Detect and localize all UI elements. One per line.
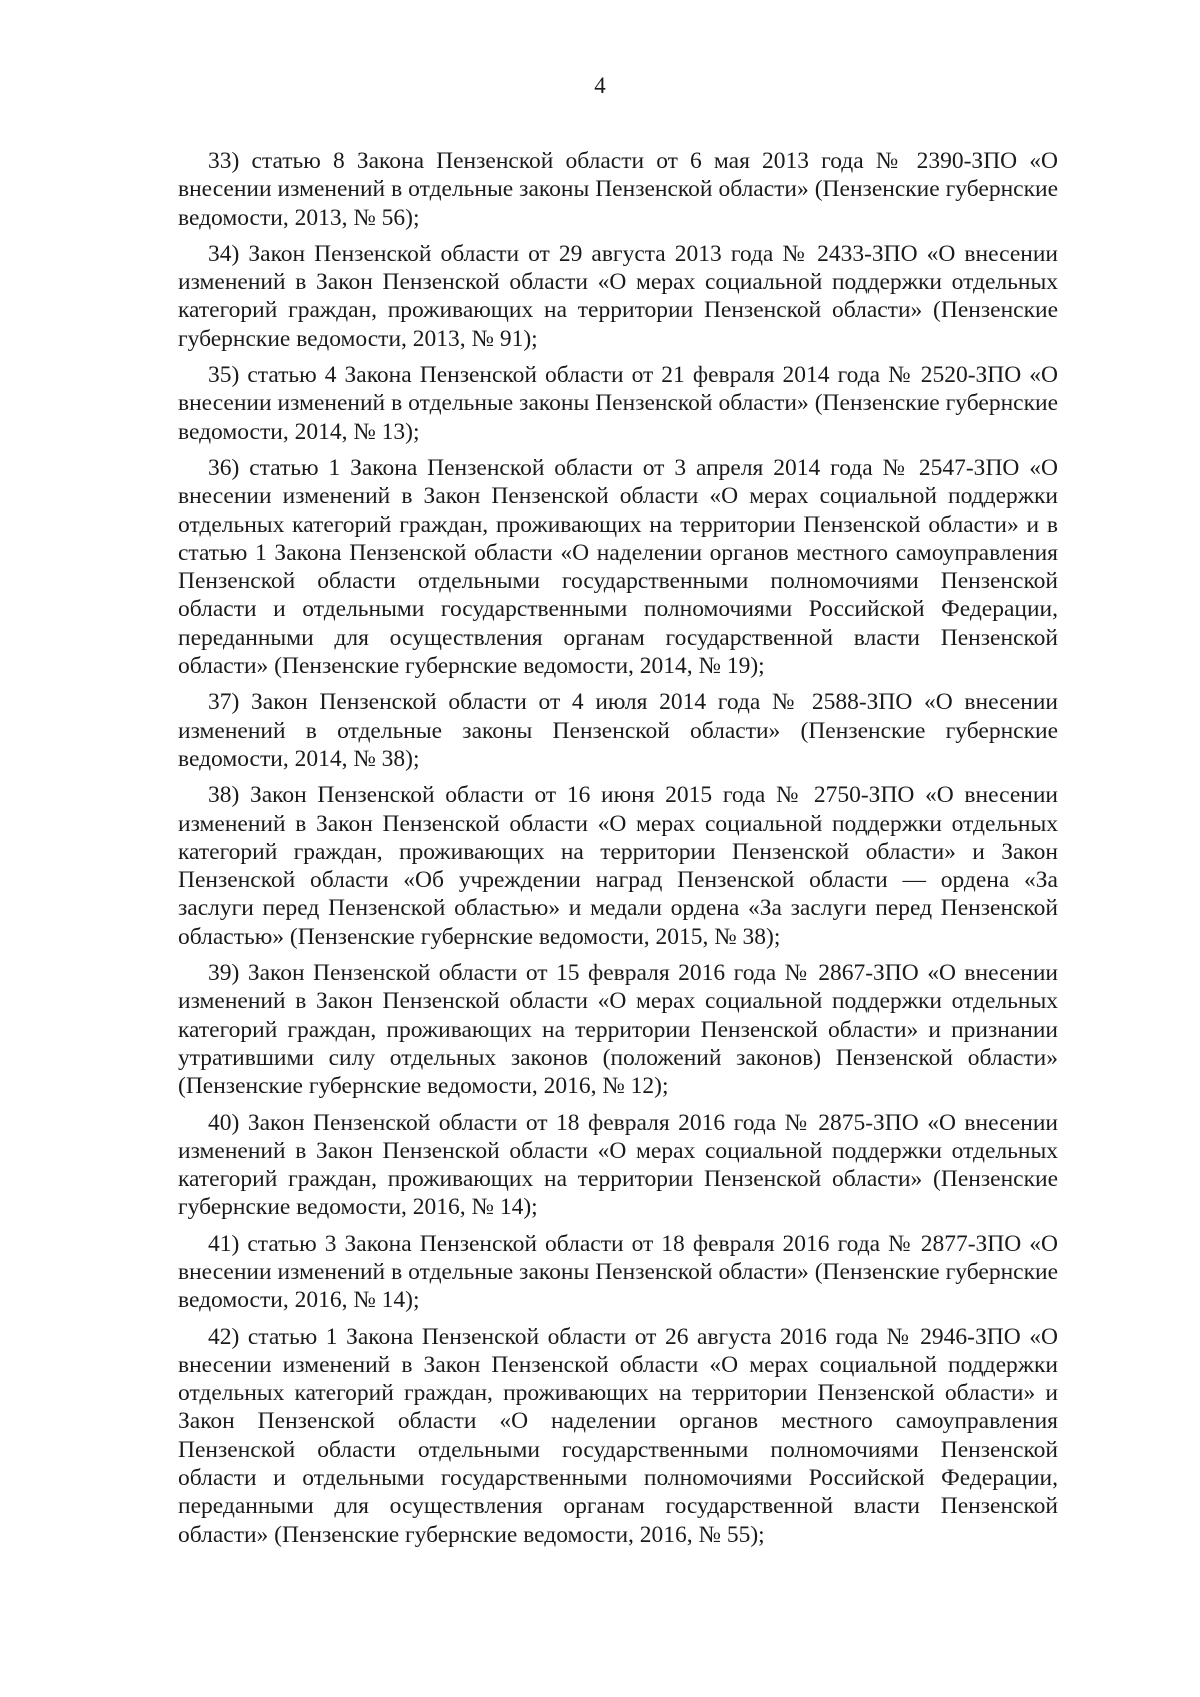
list-item: 37) Закон Пензенской области от 4 июля 2014 года № 2588-ЗПО «О внесении изменений в отдельные законы Пензенской области» (Пензенские губернские ведомости, 2014, № 38); [178, 689, 1058, 772]
list-item: 33) статью 8 Закона Пензенской области от 6 мая 2013 года № 2390-ЗПО «О внесении изменений в отдельные законы Пензенской области» (Пензенские губернские ведомости, 2013, № 56); [178, 148, 1058, 231]
list-item: 34) Закон Пензенской области от 29 августа 2013 года № 2433-ЗПО «О внесении изменений в Закон Пензенской области «О мерах социальной поддержки отдельных категорий граждан, проживающих на территории Пензенской области» (Пензенские губернские ведомости, 2013, № 91); [178, 240, 1058, 352]
document-body [178, 147, 1058, 1557]
list-item: 39) Закон Пензенской области от 15 февраля 2016 года № 2867-ЗПО «О внесении изменений в Закон Пензенской области «О мерах социальной поддержки отдельных категорий граждан, проживающих на территории Пензенской области» и признании утратившими силу отдельных законов (положений законов) Пензенской области» (Пензенские губернские ведомости, 2016, № 12); [178, 960, 1058, 1100]
list-item: 41) статью 3 Закона Пензенской области от 18 февраля 2016 года № 2877-ЗПО «О внесении изменений в отдельные законы Пензенской области» (Пензенские губернские ведомости, 2016, № 14); [178, 1230, 1058, 1314]
list-item: 42) статью 1 Закона Пензенской области от 26 августа 2016 года № 2946-ЗПО «О внесении изменений в Закон Пензенской области «О мерах социальной поддержки отдельных категорий граждан, проживающих на территории Пензенской области» и Закон Пензенской области «О наделении органов местного самоуправления Пензенской области отдельными государственными полномочиями Пензенской области и отдельными государственными полномочиями Российской Федерации, переданными для осуществления органам государственной власти Пензенской области» (Пензенские губернские ведомости, 2016, № 55); [178, 1323, 1058, 1548]
list-item: 35) статью 4 Закона Пензенской области от 21 февраля 2014 года № 2520-ЗПО «О внесении изменений в отдельные законы Пензенской области» (Пензенские губернские ведомости, 2014, № 13); [178, 362, 1058, 445]
list-item: 36) статью 1 Закона Пензенской области от 3 апреля 2014 года № 2547-ЗПО «О внесении изменений в Закон Пензенской области «О мерах социальной поддержки отдельных категорий граждан, проживающих на территории Пензенской области» и в статью 1 Закона Пензенской области «О наделении органов местного самоуправления Пензенской области отдельными государственными полномочиями Пензенской области и отдельными государственными полномочиями Российской Федерации, переданными для осуществления органам государственной власти Пензенской области» (Пензенские губернские ведомости, 2014, № 19); [178, 454, 1058, 680]
list-item: 38) Закон Пензенской области от 16 июня 2015 года № 2750-ЗПО «О внесении изменений в Закон Пензенской области «О мерах социальной поддержки отдельных категорий граждан, проживающих на территории Пензенской области» и Закон Пензенской области «Об учреждении наград Пензенской области — ордена «За заслуги перед Пензенской областью» и медали ордена «За заслуги перед Пензенской областью» (Пензенские губернские ведомости, 2015, № 38); [178, 782, 1058, 950]
page-number: 4 [594, 73, 606, 98]
list-item: 40) Закон Пензенской области от 18 февраля 2016 года № 2875-ЗПО «О внесении изменений в Закон Пензенской области «О мерах социальной поддержки отдельных категорий граждан, проживающих на территории Пензенской области» (Пензенские губернские ведомости, 2016, № 14); [178, 1109, 1058, 1221]
